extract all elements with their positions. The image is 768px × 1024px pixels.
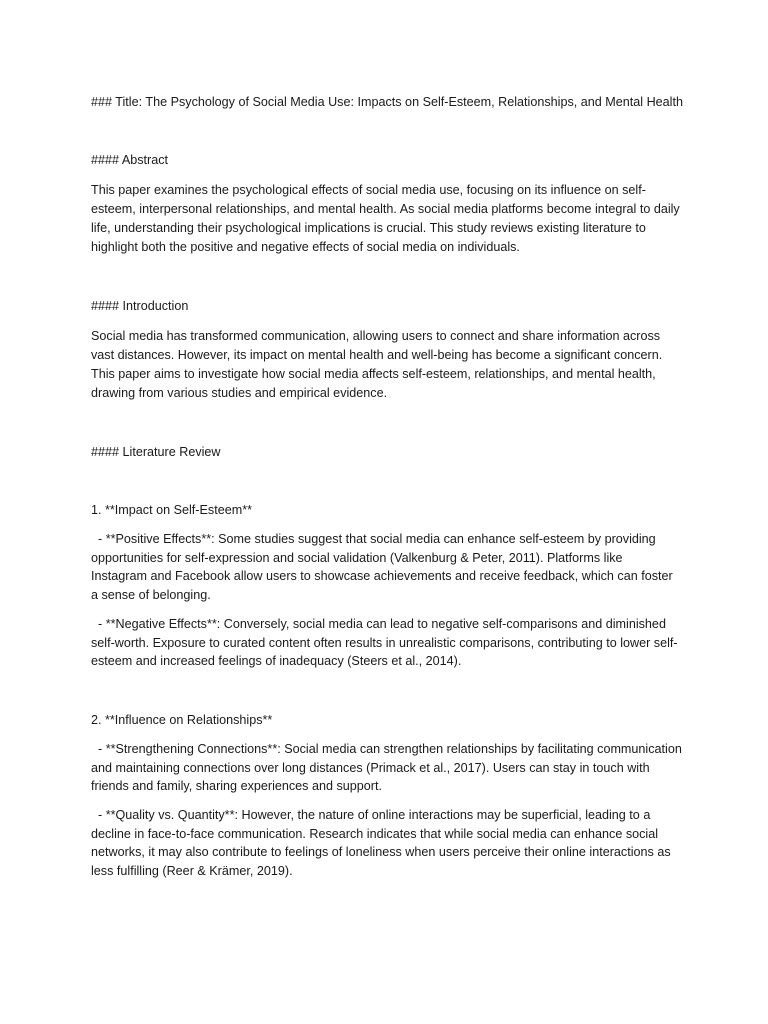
introduction-heading: #### Introduction: [91, 299, 189, 313]
introduction-section: [91, 297, 682, 403]
literature-review-heading: #### Literature Review: [91, 445, 221, 459]
introduction-text: Social media has transformed communication, allowing users to connect and share information across vast distances. However, its impact on mental health and well-being has become a significant concern. This paper aims to investigate how social media affects self-esteem, relationships, and mental health, drawing from various studies and empirical evidence.: [91, 329, 663, 400]
literature-review-section: [91, 443, 682, 881]
review-point: [91, 615, 682, 671]
review-point: [91, 806, 682, 881]
indent-space: [91, 532, 98, 546]
review-point-text: - **Negative Effects**: Conversely, social media can lead to negative self-comparisons and diminished self-worth. Exposure to curated content often results in unrealistic comparisons, contributing to lower self-esteem and increased feelings of inadequacy (Steers et al., 2014).: [91, 616, 678, 669]
review-item-heading: 1. **Impact on Self-Esteem**: [91, 503, 252, 517]
review-point-text: - **Quality vs. Quantity**: However, the nature of online interactions may be superficial, leading to a decline in face-to-face communication. Research indicates that while social media can enhance social networks, it may also contribute to feelings of loneliness when users perceive their online interactions as less fulfilling (Reer & Krämer, 2019).: [91, 808, 671, 879]
indent-space: [91, 808, 98, 822]
indent-space: [91, 617, 98, 631]
review-point: [91, 740, 682, 796]
review-point-text: - **Strengthening Connections**: Social media can strengthen relationships by facilitating communication and maintaining connections over long distances (Primack et al., 2017). Users can stay in touch with friends and family, sharing experiences and support.: [91, 741, 682, 794]
abstract-heading: #### Abstract: [91, 153, 169, 167]
document-title: ### Title: The Psychology of Social Media Use: Impacts on Self-Esteem, Relationships, and Mental Health: [91, 95, 683, 109]
indent-space: [91, 742, 98, 756]
review-point-text: - **Positive Effects**: Some studies suggest that social media can enhance self-esteem by providing opportunities for self-expression and social validation (Valkenburg & Peter, 2011). Platforms like Instagram and Facebook allow users to showcase achievements and receive feedback, which can foster a sense of belonging.: [91, 532, 673, 603]
abstract-text: This paper examines the psychological effects of social media use, focusing on its influence on self-esteem, interpersonal relationships, and mental health. As social media platforms become integral to daily life, understanding their psychological implications is crucial. This study reviews existing literature to highlight both the positive and negative effects of social media on individuals.: [91, 183, 680, 254]
abstract-section: [91, 151, 682, 257]
review-item-heading: 2. **Influence on Relationships**: [91, 712, 273, 727]
review-point: [91, 530, 682, 605]
